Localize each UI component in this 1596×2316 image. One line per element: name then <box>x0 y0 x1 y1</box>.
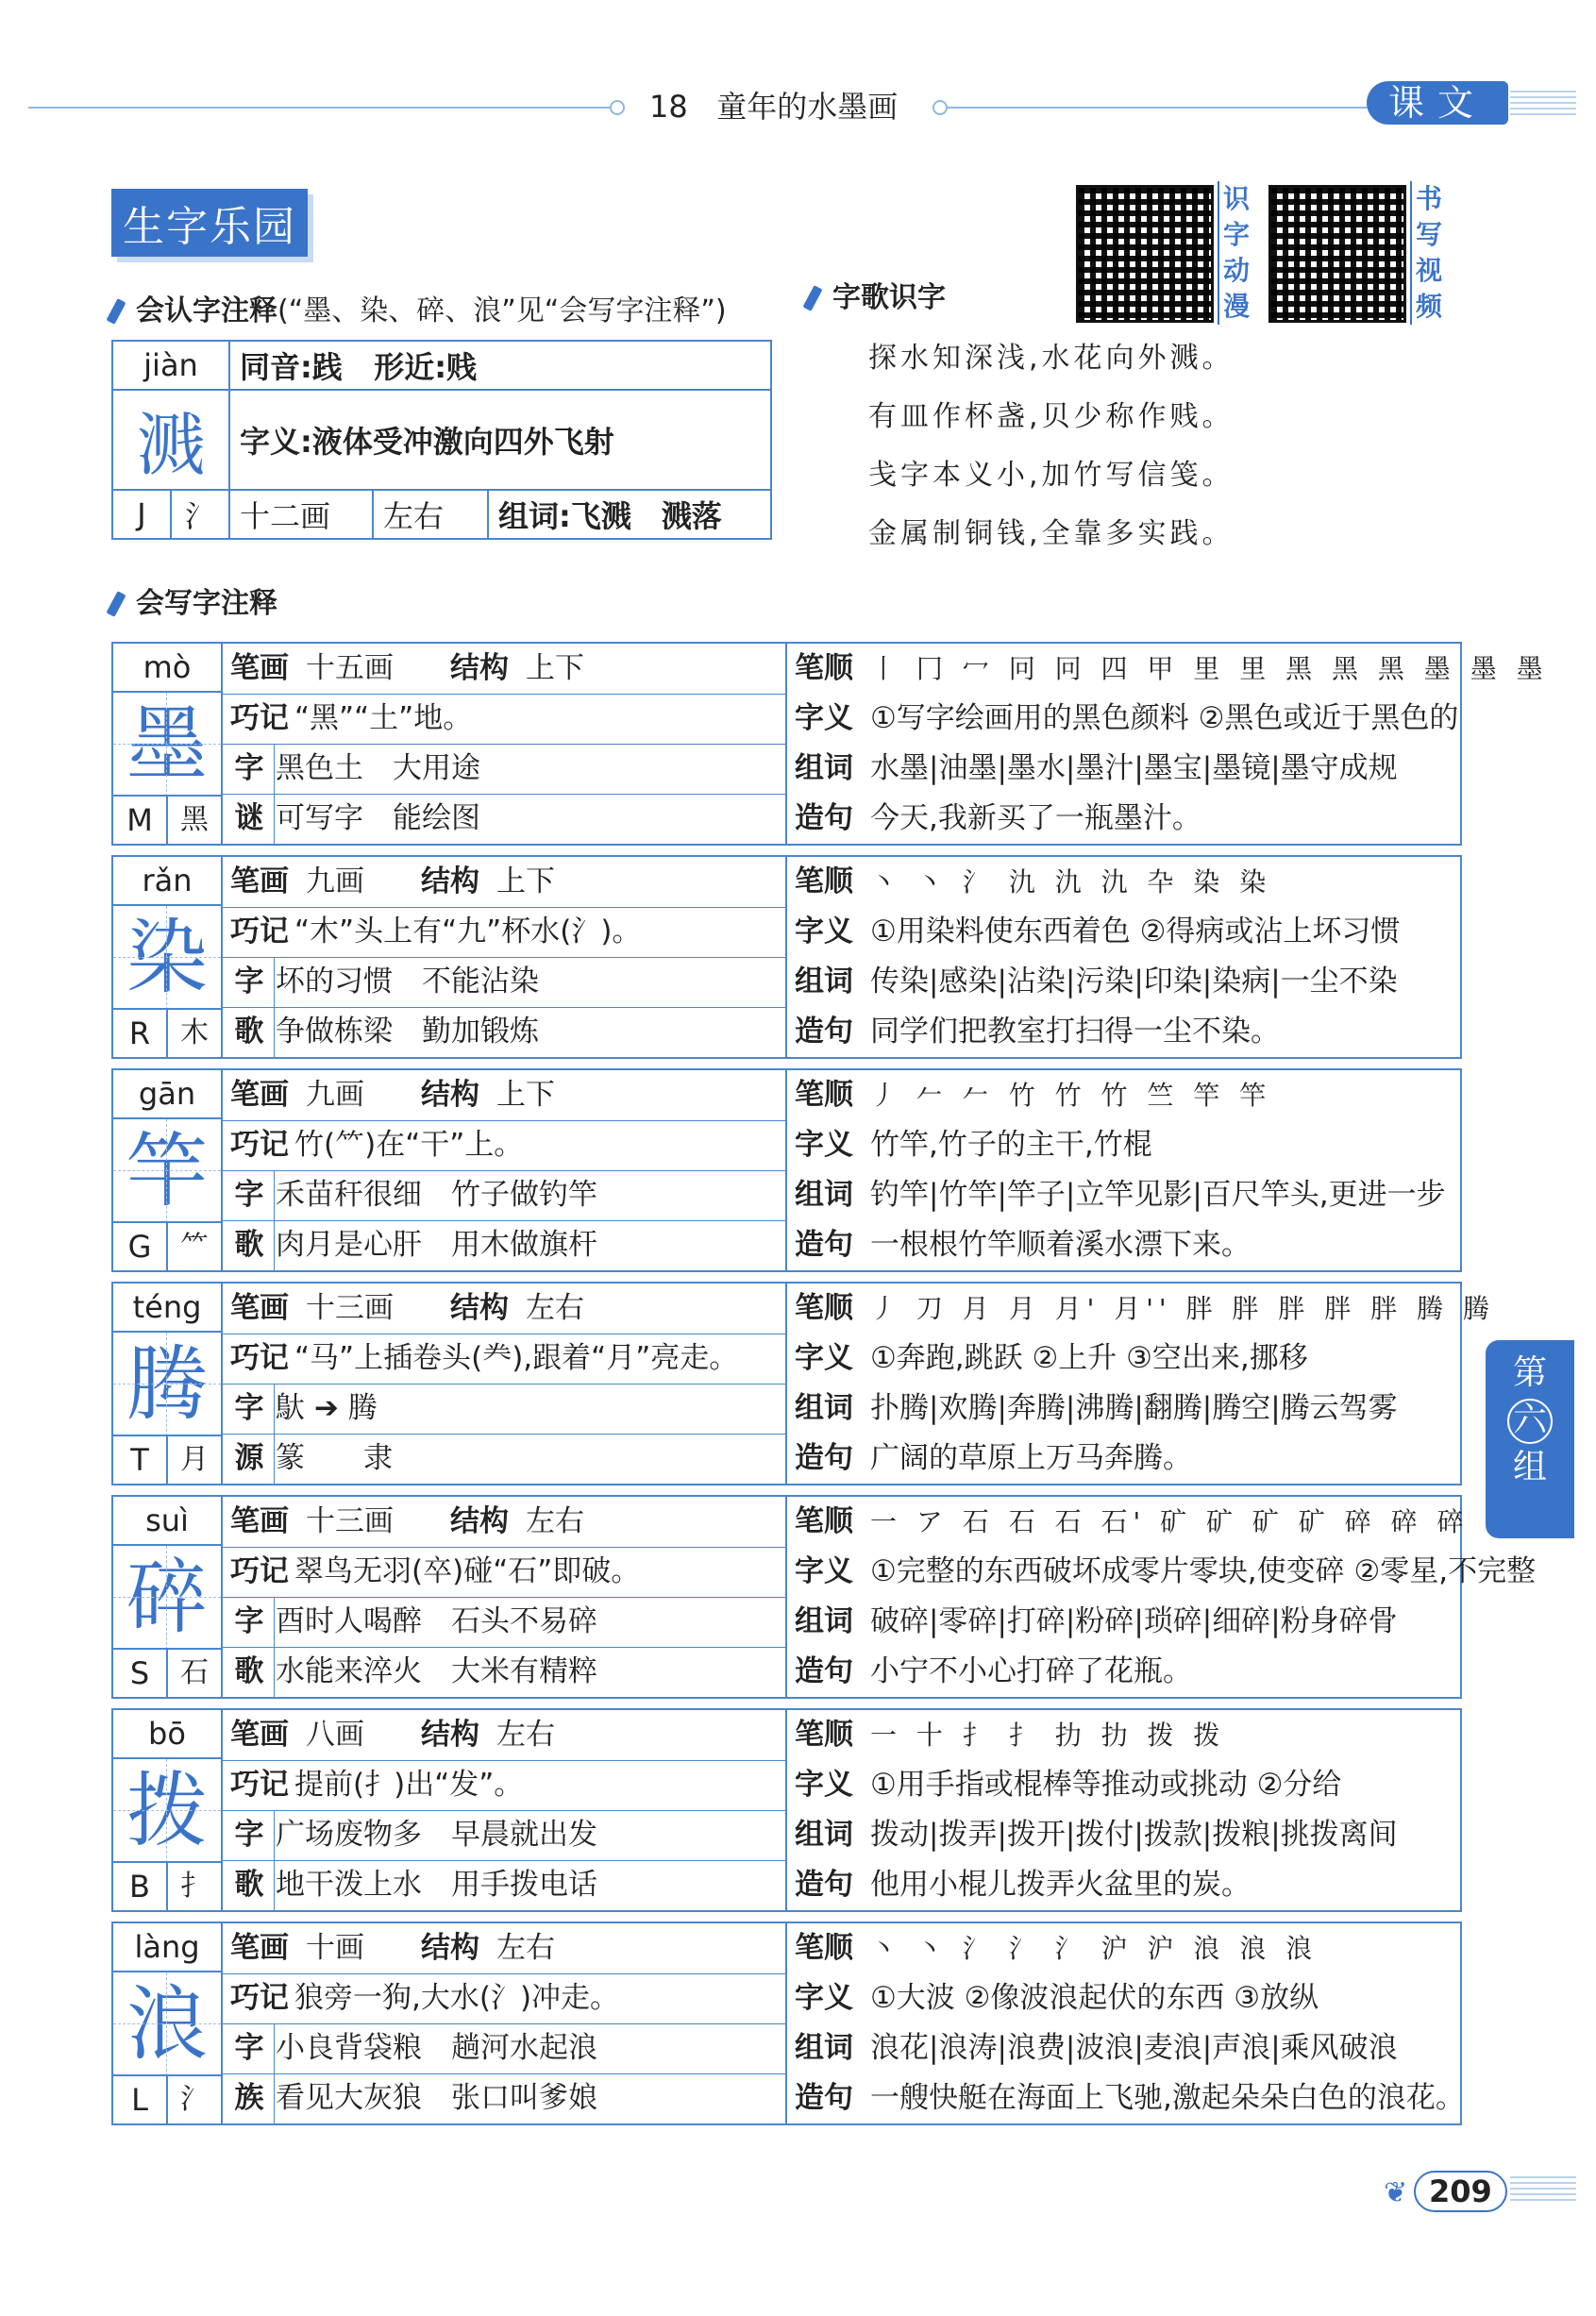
entry-order-row: 笔顺 丿 刀 月 月 月' 月'' 胖 胖 胖 胖 胖 腾 腾 <box>795 1291 1495 1325</box>
entry-radical: 木 <box>168 1008 223 1057</box>
entry-meaning-row: 字义 ①用染料使东西着色 ②得病或沾上坏习惯 <box>795 915 1401 948</box>
page-header <box>649 83 898 126</box>
divider <box>223 2073 785 2074</box>
entry-words-row: 组词 钓竿|竹竿|竿子|立竿见影|百尺竿头,更进一步 <box>795 1178 1446 1212</box>
divider <box>274 744 275 844</box>
entry-letter: G <box>113 1221 168 1270</box>
rhyme-line: 戋字本义小,加竹写信笺。 <box>868 459 1235 492</box>
side-tab-text: 第 <box>1512 1353 1547 1392</box>
divider <box>223 957 785 958</box>
entry-order-row: 笔顺 一 十 扌 扌 扐 扐 拨 拨 <box>795 1718 1226 1752</box>
entry-pinyin: téng <box>113 1284 223 1333</box>
char-entry <box>111 1708 1462 1912</box>
entry-sentence-row: 造句 一根根竹竿顺着溪水漂下来。 <box>795 1228 1251 1262</box>
entry-rhyme-row: 字 坏的习惯 不能沾染 <box>234 965 539 999</box>
entry-letter: S <box>113 1648 168 1697</box>
recog-meaning: 字义:液体受冲激向四外飞射 <box>229 390 771 490</box>
entry-rhyme-row: 字 小良背袋粮 趟河水起浪 <box>234 2031 597 2065</box>
entry-rhyme-row: 字 黑色土 大用途 <box>234 751 480 785</box>
entry-tip-row: 巧记 竹(⺮)在“干”上。 <box>230 1128 524 1162</box>
entry-char: 拨 <box>113 1759 223 1863</box>
entry-rhyme-row: 字 广场废物多 早晨就出发 <box>234 1818 597 1852</box>
entry-sentence-row: 造句 广阔的草原上万马奔腾。 <box>795 1441 1192 1475</box>
recog-similar-row: 同音:践 形近:贱 <box>229 341 771 390</box>
entry-tip-row: 巧记 提前(扌)出“发”。 <box>230 1768 524 1802</box>
recog-note: (“墨、染、碎、浪”见“会写字注释”) <box>277 294 727 327</box>
entry-rhyme-row: 族 看见大灰狼 张口叫爹娘 <box>234 2081 597 2115</box>
entry-radical: 扌 <box>168 1861 223 1910</box>
lesson-title: 童年的水墨画 <box>716 89 899 125</box>
entry-pinyin: rǎn <box>113 857 223 906</box>
entry-radical: 氵 <box>168 2074 223 2123</box>
divider <box>223 794 785 795</box>
entry-radical: 石 <box>168 1648 223 1697</box>
entry-rhyme-row: 歌 争做栋梁 勤加锻炼 <box>234 1015 539 1049</box>
entry-sentence-row: 造句 今天,我新买了一瓶墨汁。 <box>795 801 1201 835</box>
entry-order-row: 笔顺 丿 𠂉 𠂉 竹 竹 竹 竺 竿 竿 <box>795 1078 1272 1112</box>
pen-icon <box>106 298 126 325</box>
entry-words-row: 组词 水墨|油墨|墨水|墨汁|墨宝|墨镜|墨守成规 <box>795 751 1398 785</box>
entry-words-row: 组词 破碎|零碎|打碎|粉碎|琐碎|细碎|粉身碎骨 <box>795 1604 1398 1638</box>
entry-sentence-row: 造句 同学们把教室打扫得一尘不染。 <box>795 1015 1280 1049</box>
entry-letter: L <box>113 2074 168 2123</box>
entry-pinyin: suì <box>113 1497 223 1546</box>
entry-rhyme-row: 字 酉时人喝醉 石头不易碎 <box>234 1604 597 1638</box>
divider <box>274 1810 275 1910</box>
header-dot-right <box>932 100 948 115</box>
divider <box>223 1547 785 1548</box>
entry-radical: 月 <box>168 1435 223 1484</box>
entry-radical: ⺮ <box>168 1221 223 1270</box>
side-tab-number: 六 <box>1507 1399 1553 1444</box>
entry-words-row: 组词 扑腾|欢腾|奔腾|沸腾|翻腾|腾空|腾云驾雾 <box>795 1391 1398 1425</box>
recog-letter: J <box>112 490 171 539</box>
recog-pinyin: jiàn <box>112 341 229 390</box>
divider <box>223 1597 785 1598</box>
char-entry <box>111 1495 1537 1699</box>
divider <box>223 1220 785 1221</box>
recog-words: 组词:飞溅 溅落 <box>488 490 771 539</box>
entry-sentence-row: 造句 他用小棍儿拨弄火盆里的炭。 <box>795 1868 1251 1902</box>
entry-order-row: 笔顺 丶 丶 氵 氿 氿 氿 卆 染 染 <box>795 864 1272 898</box>
entry-detail <box>785 857 1460 1057</box>
recog-structure: 左右 <box>373 490 488 539</box>
entry-char: 碎 <box>113 1546 223 1650</box>
header-line-left <box>28 107 613 109</box>
entry-char: 浪 <box>113 1972 223 2076</box>
entry-strokes-row: 笔画 十五画 结构 上下 <box>230 651 584 685</box>
entry-letter: B <box>113 1861 168 1910</box>
divider <box>274 957 275 1057</box>
char-entry <box>111 1922 1465 2125</box>
entry-detail <box>785 1923 1465 2123</box>
char-entry <box>111 1068 1462 1272</box>
qr-label-animation: 识字动漫 <box>1218 181 1253 325</box>
entry-meaning-row: 字义 ①奔跑,跳跃 ②上升 ③空出来,挪移 <box>795 1341 1308 1375</box>
entry-tip-row: 巧记 翠鸟无羽(卒)碰“石”即破。 <box>230 1554 641 1588</box>
entry-tip-row: 巧记 “马”上插卷头(龹),跟着“月”亮走。 <box>230 1341 739 1375</box>
entry-rhyme-row: 歌 地干泼上水 用手拨电话 <box>234 1868 597 1902</box>
divider <box>223 1384 785 1385</box>
entry-strokes-row: 笔画 九画 结构 上下 <box>230 864 555 898</box>
entry-detail <box>785 1070 1460 1270</box>
entry-char: 染 <box>113 906 223 1010</box>
divider <box>223 1810 785 1811</box>
entry-rhyme-row: 歌 肉月是心肝 用木做旗杆 <box>234 1228 597 1262</box>
entry-rhyme-row: 歌 水能来淬火 大米有精粹 <box>234 1654 597 1688</box>
divider <box>223 1434 785 1435</box>
divider <box>274 2023 275 2123</box>
rhyme-line: 金属制铜钱,全靠多实践。 <box>868 517 1235 550</box>
entry-radical: 黑 <box>168 795 223 844</box>
entry-order-row: 笔顺 丶 丶 氵 氵 氵 沪 沪 浪 浪 浪 <box>795 1931 1319 1965</box>
side-tab-text: 组 <box>1512 1448 1547 1486</box>
section-title: 生字乐园 <box>111 189 308 257</box>
entry-sentence-row: 造句 一艘快艇在海面上飞驰,激起朵朵白色的浪花。 <box>795 2081 1465 2115</box>
char-entry <box>111 642 1549 846</box>
header-line-right <box>948 107 1372 109</box>
qr-label-video: 书写视频 <box>1410 181 1446 325</box>
recog-strokes: 十二画 <box>229 490 373 539</box>
entry-tip-row: 巧记 “黑”“土”地。 <box>230 701 473 735</box>
pen-icon <box>802 285 822 311</box>
entry-letter: R <box>113 1008 168 1057</box>
entry-detail <box>785 1497 1537 1697</box>
divider <box>223 2023 785 2024</box>
divider <box>223 1760 785 1761</box>
entry-meaning-row: 字义 ①大波 ②像波浪起伏的东西 ③放纵 <box>795 1981 1319 2015</box>
entry-meaning-row: 字义 ①用手指或棍棒等推动或挑动 ②分给 <box>795 1768 1342 1802</box>
rhyme-line: 有皿作杯盏,贝少称作贱。 <box>868 400 1235 433</box>
char-entry <box>111 1282 1495 1485</box>
footer-stripes <box>1510 2176 1576 2201</box>
entry-order-row: 笔顺 一 ア 石 石 石 石' 矿 矿 矿 矿 碎 碎 碎 <box>795 1504 1470 1538</box>
entry-meaning-row: 字义 竹竿,竹子的主干,竹棍 <box>795 1128 1152 1162</box>
divider <box>223 1120 785 1121</box>
entry-pinyin: bō <box>113 1710 223 1759</box>
entry-strokes-row: 笔画 十三画 结构 左右 <box>230 1504 584 1538</box>
qr-code-animation[interactable] <box>1076 185 1214 323</box>
divider <box>223 1973 785 1974</box>
pen-icon <box>106 591 126 617</box>
entry-rhyme-row: 字 禾苗秆很细 竹子做钓竿 <box>234 1178 597 1212</box>
entry-pinyin: mò <box>113 644 223 693</box>
entry-meaning-row: 字义 ①完整的东西破坏成零片零块,使变碎 ②零星,不完整 <box>795 1554 1537 1588</box>
entry-words-row: 组词 传染|感染|沾染|污染|印染|染病|一尘不染 <box>795 965 1398 999</box>
rhyme-line: 探水知深浅,水花向外溅。 <box>868 342 1235 375</box>
entry-strokes-row: 笔画 九画 结构 上下 <box>230 1078 555 1112</box>
entry-letter: T <box>113 1435 168 1484</box>
entry-detail <box>785 1710 1460 1910</box>
entry-meaning-row: 字义 ①写字绘画用的黑色颜料 ②黑色或近于黑色的 <box>795 701 1459 735</box>
entry-pinyin: gān <box>113 1070 223 1119</box>
entry-order-row: 笔顺 丨 冂 冖 冋 冋 四 甲 里 里 黑 黑 黑 墨 墨 墨 <box>795 651 1549 685</box>
divider <box>223 1007 785 1008</box>
entry-rhyme-row: 源 篆 隶 <box>234 1441 393 1475</box>
qr-code-video[interactable] <box>1268 185 1406 323</box>
divider <box>223 907 785 908</box>
entry-rhyme-row: 谜 可写字 能绘图 <box>234 801 480 835</box>
entry-strokes-row: 笔画 十画 结构 左右 <box>230 1931 555 1965</box>
header-stripes <box>1510 91 1576 115</box>
divider <box>274 1597 275 1697</box>
entry-letter: M <box>113 795 168 844</box>
write-label: 会写字注释 <box>111 579 277 621</box>
entry-sentence-row: 造句 小宁不小心打碎了花瓶。 <box>795 1654 1192 1688</box>
section-tag: 课文 <box>1367 81 1508 125</box>
leaf-icon: ❦ <box>1384 2176 1408 2209</box>
recog-label: 会认字注释(“墨、染、碎、浪”见“会写字注释”) <box>111 287 727 328</box>
recog-char: 溅 <box>112 390 229 490</box>
entry-detail <box>785 644 1549 844</box>
header-dot-left <box>610 100 625 115</box>
divider <box>223 1647 785 1648</box>
entry-strokes-row: 笔画 八画 结构 左右 <box>230 1718 555 1752</box>
divider <box>223 694 785 695</box>
entry-pinyin: làng <box>113 1923 223 1972</box>
entry-char: 腾 <box>113 1333 223 1436</box>
divider <box>274 1170 275 1270</box>
lesson-number: 18 <box>649 89 688 125</box>
entry-char: 竿 <box>113 1119 223 1223</box>
divider <box>223 1170 785 1171</box>
char-entry <box>111 855 1462 1059</box>
unit-side-tab[interactable] <box>1486 1340 1574 1538</box>
recog-radical: 氵 <box>171 490 229 539</box>
entry-detail <box>785 1284 1495 1484</box>
entry-tip-row: 巧记 “木”头上有“九”杯水(氵)。 <box>230 915 642 948</box>
divider <box>223 1860 785 1861</box>
entry-tip-row: 巧记 狼旁一狗,大水(氵)冲走。 <box>230 1981 620 2015</box>
divider <box>274 1384 275 1484</box>
page-number: 209 <box>1414 2171 1507 2212</box>
recog-table <box>111 340 772 540</box>
entry-words-row: 组词 浪花|浪涛|浪费|波浪|麦浪|声浪|乘风破浪 <box>795 2031 1398 2065</box>
rhyme-label: 字歌识字 <box>808 274 946 315</box>
divider <box>223 744 785 745</box>
entry-rhyme-row: 字 䲦 ➔ 腾 <box>234 1391 378 1425</box>
entry-strokes-row: 笔画 十三画 结构 左右 <box>230 1291 584 1325</box>
entry-char: 墨 <box>113 693 223 797</box>
entry-words-row: 组词 拨动|拨弄|拨开|拨付|拨款|拨粮|挑拨离间 <box>795 1818 1398 1852</box>
